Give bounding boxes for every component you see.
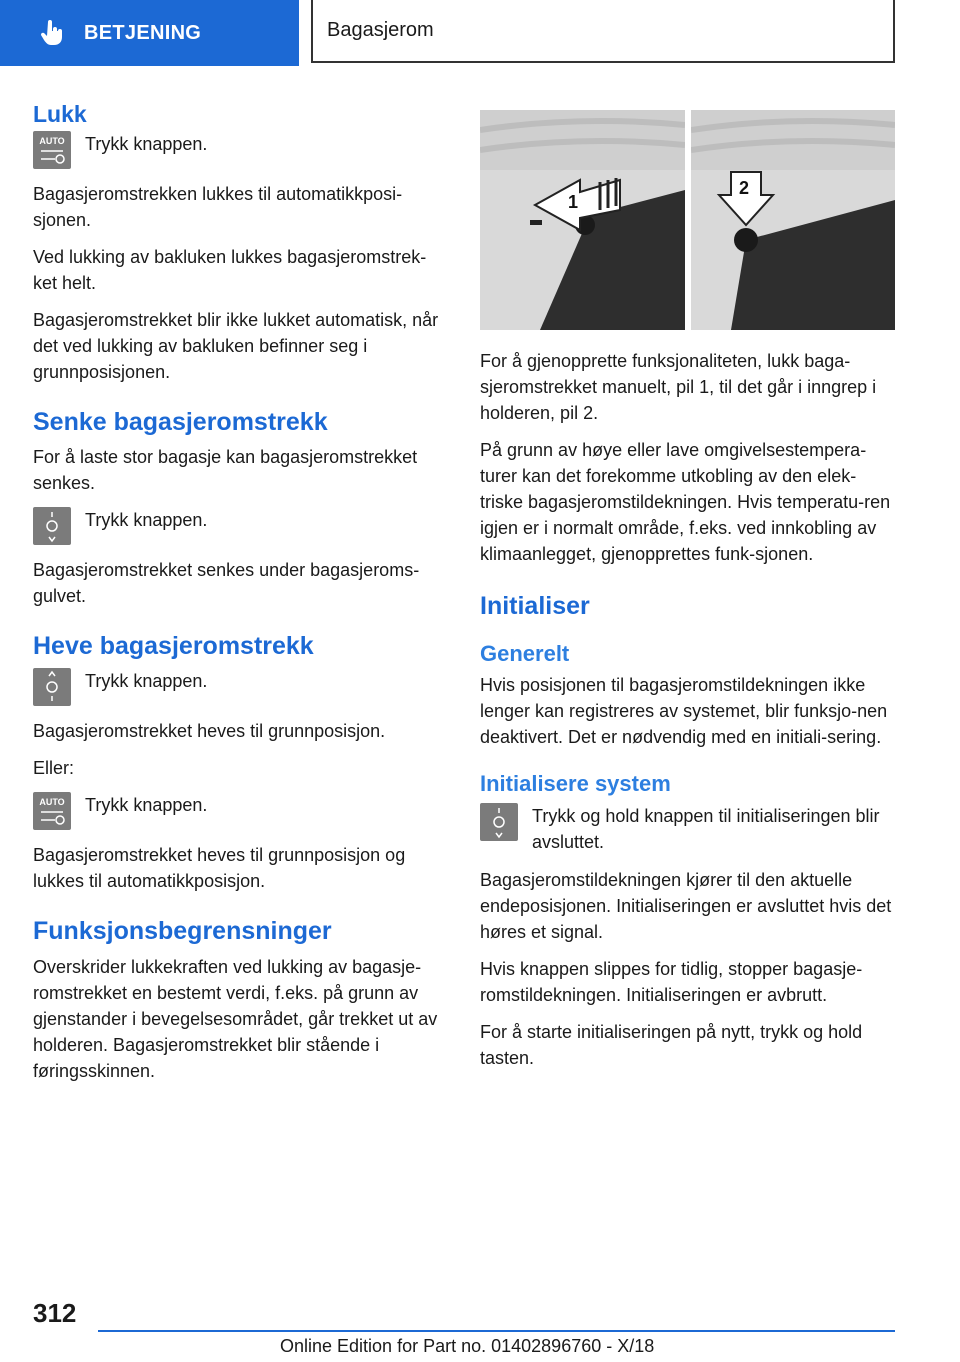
funksjon-p1: Overskrider lukkekraften ved lukking av bagasje-romstrekket en bestemt verdi, f.eks. på grunn av gjenstander i bevegelsesområdet, går trekket ut av holderen. Bagasjeromstrekket blir stående i føringsskinnen. (33, 956, 438, 1081)
lukk-p2: Ved lukking av bakluken lukkes bagasjeromstrek-ket helt. (33, 246, 427, 293)
svg-text:AUTO: AUTO (39, 797, 65, 808)
heading-funksjon: Funksjonsbegrensninger (33, 917, 332, 946)
initialise-p1: Bagasjeromstildekningen kjører til den aktuelle endeposisjonen. Initialiseringen er avsluttet hvis det høres et signal. (480, 870, 892, 943)
step-senke (33, 507, 443, 545)
lukk-p3: Bagasjeromstrekket blir ikke lukket automatisk, når det ved lukking av bakluken befinner seg i grunnposisjonen. (33, 309, 439, 382)
page-number: 312 (33, 1298, 77, 1328)
heading-initialisere-system: Initialisere system (480, 770, 671, 796)
chapter-tab-label: BETJENING (84, 21, 202, 44)
footer-divider (98, 1330, 895, 1332)
heading-heve: Heve bagasjeromstrekk (33, 632, 314, 660)
initialise-p3: For å starte initialiseringen på nytt, trykk og hold tasten. (480, 1022, 863, 1069)
right-column (480, 105, 895, 1082)
right-p2: På grunn av høye eller lave omgivelsestempera-turer kan det forekomme utkobling av den elek-triske bagasjeromstildekningen. Hvis temperatu-ren igjen er i normalt område, f.eks. ved innkobling av klimaanlegget, gjenopprettes funk-sjonen. (480, 440, 891, 564)
lower-button-icon (33, 507, 71, 545)
auto-button-icon (33, 792, 71, 830)
heve-p2: Bagasjeromstrekket heves til grunnposisjon og lukkes til automatikkposisjon. (33, 845, 406, 892)
figure-label-1: 1 (568, 192, 579, 212)
raise-button-icon (33, 668, 71, 706)
auto-button-icon (33, 131, 71, 169)
figure-photo-arrow-2 (691, 110, 896, 330)
step-heve-2-text: Trykk knappen. (85, 795, 208, 816)
footer-edition: Online Edition for Part no. 01402896760 - X/18 (280, 1336, 655, 1356)
step-heve-2 (33, 792, 443, 830)
figure-label-2: 2 (738, 178, 749, 198)
heading-generelt: Generelt (480, 641, 570, 667)
left-column (33, 100, 443, 1095)
step-initialise (480, 803, 895, 855)
step-heve-1 (33, 668, 443, 706)
lukk-p1: Bagasjeromstrekken lukkes til automatikkposi-sjonen. (33, 183, 403, 230)
heve-or: Eller: (33, 758, 75, 779)
right-p1: For å gjenopprette funksjonaliteten, lukk baga-sjeromstrekket manuelt, pil 1, til det går i inngrep i holderen, pil 2. (480, 351, 877, 423)
heve-p1: Bagasjeromstrekket heves til grunnposisjon. (33, 721, 386, 742)
figure-cover-illustration (480, 110, 895, 330)
senke-p1: Bagasjeromstrekket senkes under bagasjeroms-gulvet. (33, 560, 420, 606)
initialise-p2: Hvis knappen slippes for tidlig, stopper bagasje-romstildekningen. Initialiseringen er avbrutt. (480, 959, 863, 1006)
hand-pointer-icon (38, 19, 66, 47)
heading-initialiser: Initialiser (480, 592, 590, 620)
senke-intro: For å laste stor bagasje kan bagasjeromstrekket senkes. (33, 447, 418, 493)
raise-button-icon (480, 803, 518, 841)
step-heve-1-text: Trykk knappen. (85, 671, 208, 692)
step-lukk (33, 131, 443, 169)
heading-lukk: Lukk (33, 101, 87, 127)
step-initialise-text: Trykk og hold knappen til initialiseringen blir avsluttet. (532, 806, 880, 853)
generelt-p: Hvis posisjonen til bagasjeromstildekningen ikke lenger kan registreres av systemet, blir funksjo-nen deaktivert. Det er nødvendig med en initiali-sering. (480, 674, 888, 747)
chapter-tab[interactable] (0, 0, 299, 66)
figure-photo-arrow-1 (480, 110, 685, 330)
section-title: Bagasjerom (311, 0, 895, 63)
step-senke-text: Trykk knappen. (85, 510, 208, 530)
svg-text:AUTO: AUTO (39, 135, 65, 146)
step-lukk-text: Trykk knappen. (85, 133, 208, 154)
heading-senke: Senke bagasjeromstrekk (33, 407, 328, 436)
